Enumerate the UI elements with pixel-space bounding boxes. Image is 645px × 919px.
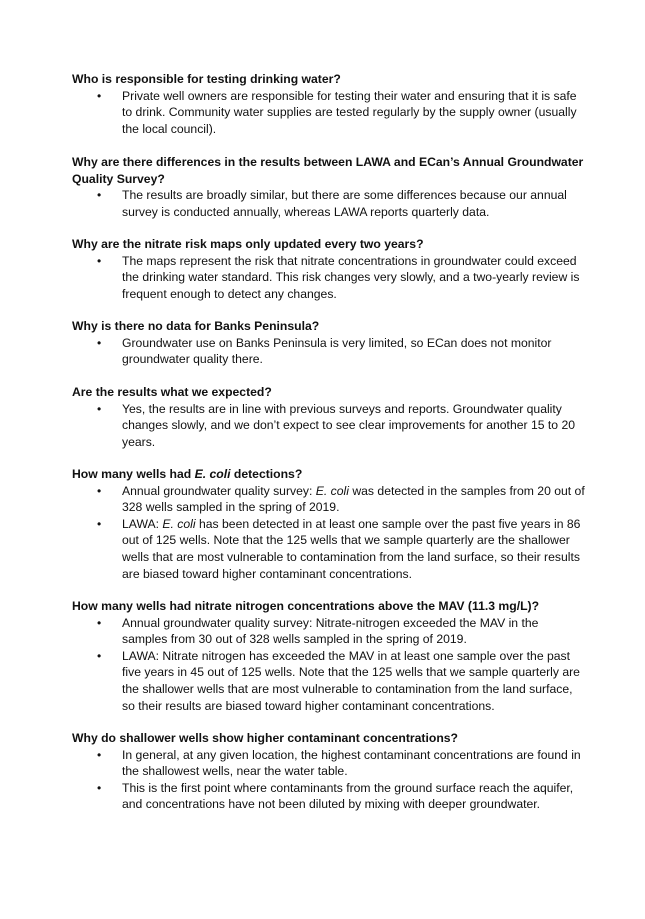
answer-item xyxy=(72,187,587,220)
bullet-icon: • xyxy=(97,335,102,350)
answer-list xyxy=(72,335,587,368)
faq-question: Why are there differences in the results between LAWA and ECan’s Annual Groundwater Quality Survey? xyxy=(72,155,584,186)
answer-item xyxy=(72,780,587,813)
faq-question: Who is responsible for testing drinking water? xyxy=(72,72,341,86)
answer-text: Yes, the results are in line with previous surveys and reports. Groundwater quality changes slowly, and we don’t expect to see clear improvements for another 15 to 20 years. xyxy=(122,401,575,449)
faq-section-banks-peninsula xyxy=(72,318,587,368)
answer-item xyxy=(72,483,587,516)
faq-question xyxy=(72,466,587,483)
answer-list xyxy=(72,615,587,715)
faq-section-lawa-differences xyxy=(72,154,587,220)
answer-list xyxy=(72,483,587,583)
answer-text: Groundwater use on Banks Peninsula is very limited, so ECan does not monitor groundwater quality there. xyxy=(122,335,552,367)
organism-name: E. coli xyxy=(194,467,231,481)
faq-question: Why are the nitrate risk maps only updated every two years? xyxy=(72,237,424,251)
answer-text: LAWA: Nitrate nitrogen has exceeded the MAV in at least one sample over the past five years in 45 out of 125 wells. Note that the 125 wells that we sample quarterly are the shallower wells that are most vulnerable to contamination from the land surface, so their results are biased toward higher contaminant concentrations. xyxy=(122,648,580,713)
bullet-icon: • xyxy=(97,747,102,762)
faq-section-nitrate-mav xyxy=(72,598,587,714)
bullet-icon: • xyxy=(97,401,102,416)
bullet-icon: • xyxy=(97,188,102,203)
faq-section-testing xyxy=(72,71,587,137)
answer-list xyxy=(72,253,587,303)
answer-item xyxy=(72,253,587,303)
answer-list xyxy=(72,88,587,138)
answer-text: LAWA: xyxy=(122,516,163,531)
answer-text: Annual groundwater quality survey: Nitrate-nitrogen exceeded the MAV in the samples from 30 out of 328 wells sampled in the spring of 2019. xyxy=(122,615,539,647)
bullet-icon: • xyxy=(97,615,102,630)
answer-text: Annual groundwater quality survey: xyxy=(122,483,316,498)
bullet-icon: • xyxy=(97,253,102,268)
answer-text: The maps represent the risk that nitrate concentrations in groundwater could exceed the drinking water standard. This risk changes very slowly, and a two-yearly review is frequent enough to detect any changes. xyxy=(122,253,580,301)
organism-name: E. coli xyxy=(315,483,349,498)
faq-section-ecoli xyxy=(72,466,587,582)
answer-item xyxy=(72,335,587,368)
answer-item xyxy=(72,615,587,648)
faq-question: Why do shallower wells show higher contaminant concentrations? xyxy=(72,731,458,745)
answer-text: Private well owners are responsible for testing their water and ensuring that it is safe to drink. Community water supplies are tested regularly by the supply owner (usually the local council). xyxy=(122,88,577,136)
answer-text: has been detected in at least one sample over the past five years in 86 out of 125 wells. Note that the 125 wells that we sample quarterly are the shallower wells that are most vulnerable to contamination from the land surface, so their results are biased toward higher contaminant concentrations. xyxy=(122,516,581,581)
faq-section-shallow-wells xyxy=(72,730,587,813)
answer-item xyxy=(72,648,587,714)
bullet-icon: • xyxy=(97,648,102,663)
answer-list xyxy=(72,187,587,220)
faq-question: Why is there no data for Banks Peninsula? xyxy=(72,319,320,333)
faq-question: Are the results what we expected? xyxy=(72,385,272,399)
answer-text: The results are broadly similar, but there are some differences because our annual survey is conducted annually, whereas LAWA reports quarterly data. xyxy=(122,188,567,219)
bullet-icon: • xyxy=(97,780,102,795)
bullet-icon: • xyxy=(97,516,102,531)
bullet-icon: • xyxy=(97,483,102,498)
answer-item xyxy=(72,401,587,451)
answer-text: was detected in the samples from 20 out of 328 wells sampled in the spring of 2019. xyxy=(122,483,585,515)
answer-item xyxy=(72,516,587,582)
answer-item xyxy=(72,747,587,780)
answer-list xyxy=(72,401,587,451)
bullet-icon: • xyxy=(97,88,102,103)
faq-question: How many wells had nitrate nitrogen concentrations above the MAV (11.3 mg/L)? xyxy=(72,599,540,613)
organism-name: E. coli xyxy=(162,516,196,531)
answer-list xyxy=(72,747,587,813)
faq-section-expected-results xyxy=(72,384,587,450)
answer-item xyxy=(72,88,587,138)
faq-section-nitrate-maps xyxy=(72,236,587,302)
question-text: How many wells had xyxy=(72,467,195,481)
answer-text: This is the first point where contaminants from the ground surface reach the aquifer, and concentrations have not been diluted by mixing with deeper groundwater. xyxy=(122,780,574,812)
answer-text: In general, at any given location, the highest contaminant concentrations are found in the shallowest wells, near the water table. xyxy=(122,747,581,779)
question-text: detections? xyxy=(230,467,303,481)
